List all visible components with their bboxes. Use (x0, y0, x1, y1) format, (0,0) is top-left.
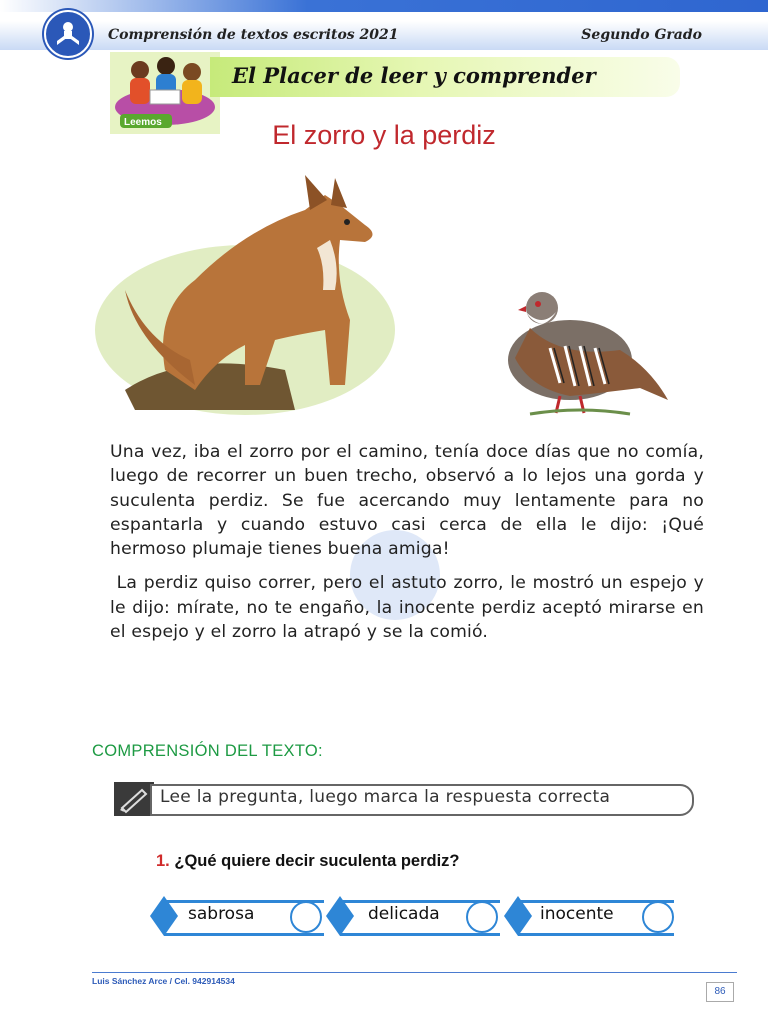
footer-divider (92, 972, 737, 973)
option-label: delicada (368, 904, 440, 924)
question-number: 1. (156, 852, 170, 870)
option-label: inocente (540, 904, 614, 924)
option-inocente[interactable] (504, 896, 688, 936)
header-accent-line (0, 0, 768, 12)
fox-illustration (95, 170, 395, 420)
story-body (110, 440, 710, 654)
leemos-label: Leemos (124, 117, 162, 128)
page-number: 86 (706, 982, 734, 1002)
pencil-icon (114, 782, 154, 816)
header-course: Comprensión de textos escritos 2021 (108, 27, 399, 43)
answer-circle[interactable] (642, 901, 674, 933)
answer-circle[interactable] (290, 901, 322, 933)
partridge-illustration (490, 288, 680, 418)
school-logo-icon (44, 10, 92, 58)
comprehension-title: COMPRENSIÓN DEL TEXTO: (92, 742, 323, 760)
question-1 (156, 852, 460, 871)
option-label: sabrosa (188, 904, 255, 924)
question-text: ¿Qué quiere decir suculenta perdiz? (174, 852, 460, 870)
banner-title: El Placer de leer y comprender (232, 63, 596, 88)
story-title: El zorro y la perdiz (272, 120, 496, 150)
option-delicada[interactable] (326, 896, 506, 936)
header-grade: Segundo Grado (581, 27, 702, 43)
story-paragraph: Una vez, iba el zorro por el camino, tenía doce días que no comía, luego de recorrer un buen trecho, observó a lo lejos una gorda y suculenta perdiz. Se fue acercando muy lentamente para no espantarla y cuando estuvo casi cerca de ella le dijo: ¡Qué hermoso plumaje tienes buena amiga! (110, 442, 704, 560)
instruction-text: Lee la pregunta, luego marca la respuesta correcta (160, 787, 611, 807)
option-sabrosa[interactable] (150, 896, 330, 936)
answer-circle[interactable] (466, 901, 498, 933)
footer-author: Luis Sánchez Arce / Cel. 942914534 (92, 976, 235, 986)
story-paragraph: La perdiz quiso correr, pero el astuto zorro, le mostró un espejo y le dijo: mírate, no te engaño, la inocente perdiz aceptó mirarse en el espejo y el zorro la atrapó y se la comió. (110, 573, 710, 643)
